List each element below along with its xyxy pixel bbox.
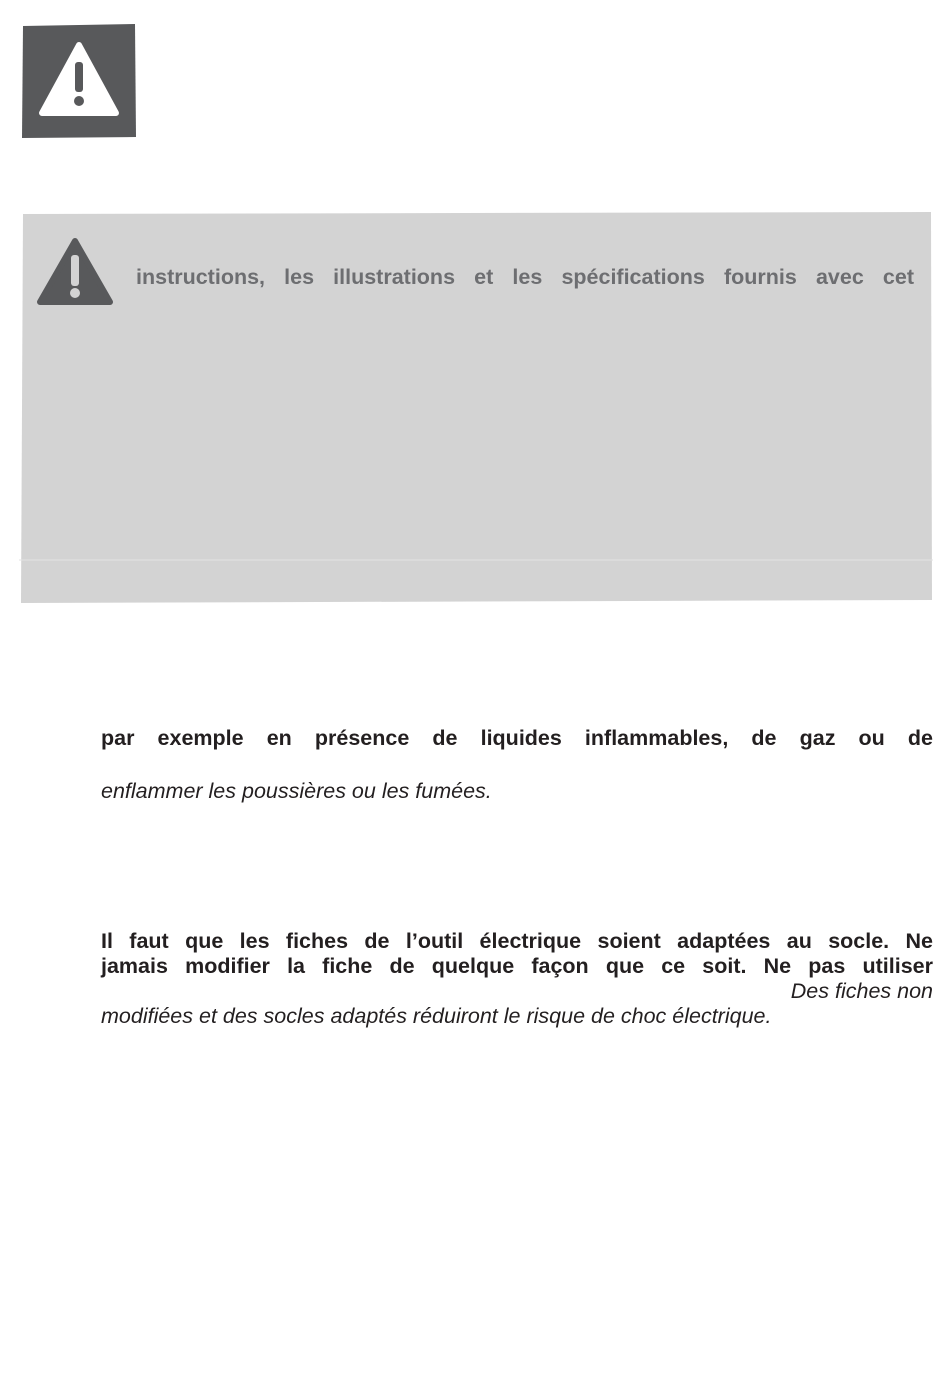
paragraph-line: par exemple en présence de liquides inflammables, de gaz ou de [101, 726, 933, 750]
warning-panel [19, 212, 933, 604]
paragraph-line: Des fiches non [790, 979, 933, 1003]
paragraph-line: enflammer les poussières ou les fumées. [101, 779, 492, 803]
warning-triangle-graphic [36, 237, 114, 307]
dust-note-paragraph [101, 779, 933, 804]
plugs-paragraph [101, 929, 933, 1029]
paragraph-line: jamais modifier la fiche de quelque façon que ce soit. Ne pas utiliser [101, 954, 933, 978]
warning-badge-graphic [21, 23, 137, 139]
warning-icon [36, 237, 114, 307]
explosive-environment-paragraph [101, 726, 933, 751]
warning-icon [21, 23, 137, 139]
paragraph-line: modifiées et des socles adaptés réduiront le risque de choc électrique. [101, 1004, 772, 1028]
panel-warning-text: instructions, les illustrations et les spécifications fournis avec cet [136, 265, 914, 289]
paragraph-line: Il faut que les fiches de l’outil électrique soient adaptées au socle. Ne [101, 929, 933, 953]
